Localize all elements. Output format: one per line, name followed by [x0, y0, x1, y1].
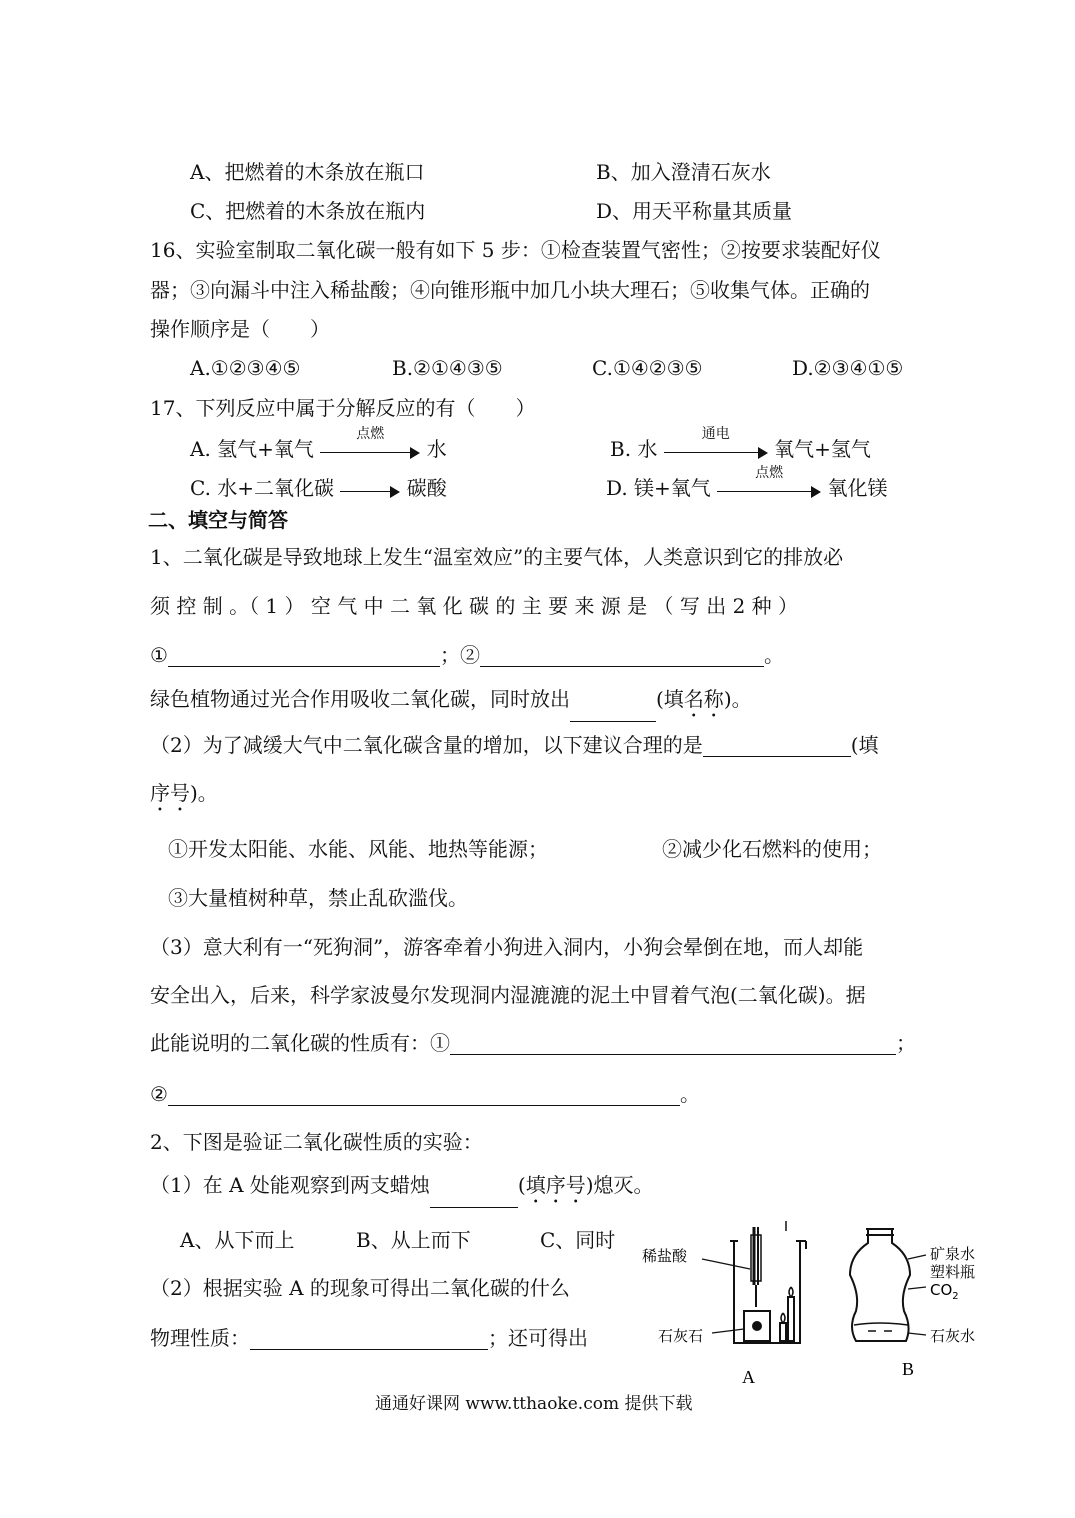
label-bottle2: 塑料瓶: [930, 1263, 976, 1281]
answer-blank[interactable]: [450, 1034, 896, 1055]
p2-sub1-paren: (: [517, 1173, 526, 1197]
reaction-arrow: [320, 425, 420, 461]
q16-stem-line2: 器；③向漏斗中注入稀盐酸；④向锥形瓶中加几小块大理石；⑤收集气体。正确的: [150, 278, 870, 302]
answer-blank[interactable]: [703, 736, 851, 757]
p1-sub2-paren: (填: [850, 733, 879, 757]
q17-d-product: 氧化镁: [827, 476, 888, 500]
separator: ；: [439, 643, 460, 667]
p1-blanks-row: [150, 643, 784, 667]
q17-c-product: 碳酸: [406, 476, 447, 500]
section-heading: 二、填空与简答: [148, 508, 288, 532]
p1-sub2: [150, 733, 879, 757]
candle: [788, 1297, 794, 1341]
p2-sub1-emph: 填序号: [525, 1173, 586, 1197]
p1-sub3-text: 此能说明的二氧化碳的性质有：①: [150, 1031, 450, 1055]
p1-sub2-text: （2）为了减缓大气中二氧化碳含量的增加，以下建议合理的是: [150, 733, 703, 757]
q16-option-a: A.①②③④⑤: [190, 356, 301, 380]
p2-sub1-end: )熄灭。: [585, 1173, 654, 1197]
period: 。: [679, 1082, 700, 1106]
p2-sub1: [150, 1173, 654, 1208]
p1-line4-emph: 名称: [683, 687, 724, 711]
q16-option-d: D.②③④①⑤: [792, 356, 904, 380]
reaction-condition: 点燃: [356, 425, 385, 442]
circled-two: ②: [459, 643, 480, 667]
q17-c-reactants: C. 水+二氧化碳: [190, 476, 335, 500]
p2-sub2-label: 物理性质：: [150, 1326, 250, 1350]
q15-option-d: D、用天平称量其质量: [596, 199, 793, 223]
q17-a-reactants: A. 氢气+氧气: [190, 437, 314, 461]
p1-line2: 须 控 制 。（ 1 ） 空 气 中 二 氧 化 碳 的 主 要 来 源 是 （ 写 出 2 种 ）: [150, 594, 799, 618]
separator: ；: [896, 1031, 916, 1055]
p2-opt-c: C、同时: [540, 1228, 616, 1252]
q17-option-a: [190, 425, 447, 461]
q17-option-c: [190, 476, 447, 500]
experiment-figure: [630, 1215, 1010, 1390]
q17-a-product: 水: [426, 437, 447, 461]
answer-blank[interactable]: [480, 646, 764, 667]
p1-sub2-end: )。: [190, 781, 218, 805]
p1-sub2-cont: [150, 781, 218, 816]
q16-option-b: B.②①④③⑤: [392, 356, 503, 380]
candle: [780, 1323, 786, 1341]
p1-sub3-line1: （3）意大利有一“死狗洞”，游客牵着小狗进入洞内，小狗会晕倒在地，而人却能: [150, 935, 864, 959]
reaction-arrow: [664, 425, 768, 461]
q17-option-b: [610, 425, 871, 461]
reaction-arrow: [717, 464, 821, 500]
p1-line4-paren: (填: [656, 687, 684, 711]
q17-option-d: [606, 464, 888, 500]
answer-blank[interactable]: [570, 701, 656, 722]
p1-line1: 1、二氧化碳是导致地球上发生“温室效应”的主要气体，人类意识到它的排放必: [150, 545, 844, 569]
p2-sub1-text: （1）在 A 处能观察到两支蜡烛: [150, 1173, 430, 1197]
p2-sub2-tail: ；还可得出: [488, 1326, 588, 1350]
p1-opt3: ③大量植树种草，禁止乱砍滥伐。: [168, 886, 468, 910]
caption-a: A: [742, 1367, 755, 1387]
q16-stem-line1: 16、实验室制取二氧化碳一般有如下 5 步：①检查装置气密性；②按要求装配好仪: [150, 238, 881, 262]
label-bottle1: 矿泉水: [930, 1245, 976, 1263]
p2-sub2-line1: （2）根据实验 A 的现象可得出二氧化碳的什么: [150, 1276, 570, 1300]
q15-option-c: C、把燃着的木条放在瓶内: [190, 199, 426, 223]
circled-one: ①: [150, 643, 168, 667]
q17-b-reactants: B. 水: [610, 437, 658, 461]
p1-sub2-emph: 序号: [150, 781, 190, 805]
p2-line1: 2、下图是验证二氧化碳性质的实验：: [150, 1130, 483, 1154]
p2-sub2-line2: [150, 1326, 588, 1350]
p2-opt-a: A、从下而上: [180, 1228, 295, 1252]
reaction-arrow: [340, 480, 400, 500]
p1-sub3-line3: [150, 1031, 916, 1055]
period: 。: [763, 643, 784, 667]
answer-blank[interactable]: [430, 1187, 518, 1208]
p1-opt2: ②减少化石燃料的使用；: [662, 837, 882, 861]
p1-sub3-line4: [150, 1082, 700, 1106]
circled-two: ②: [150, 1082, 168, 1106]
label-co2: $CO_2$: [930, 1281, 959, 1302]
p2-opt-b: B、从上而下: [356, 1228, 471, 1252]
footer-credit: 通通好课网 www.tthaoke.com 提供下载: [375, 1394, 693, 1414]
reaction-condition: 点燃: [755, 464, 784, 481]
p1-line4: [150, 687, 752, 722]
q17-b-product: 氧气+氢气: [774, 437, 871, 461]
label-limewater: 石灰水: [930, 1327, 976, 1345]
q16-option-c: C.①④②③⑤: [592, 356, 703, 380]
p1-sub3-line2: 安全出入，后来，科学家波曼尔发现洞内湿漉漉的泥土中冒着气泡(二氧化碳)。据: [150, 983, 866, 1007]
reaction-condition: 通电: [701, 425, 730, 442]
p1-line4-end: )。: [723, 687, 752, 711]
q17-stem: 17、下列反应中属于分解反应的有（ ）: [150, 396, 536, 420]
q15-option-b: B、加入澄清石灰水: [596, 160, 771, 184]
caption-b: B: [902, 1359, 915, 1379]
q15-option-a: A、把燃着的木条放在瓶口: [190, 160, 425, 184]
q16-stem-line3: 操作顺序是（ ）: [150, 317, 330, 341]
q17-d-reactants: D. 镁+氧气: [606, 476, 711, 500]
answer-blank[interactable]: [168, 1085, 680, 1106]
answer-blank[interactable]: [250, 1329, 488, 1350]
label-acid: 稀盐酸: [642, 1247, 688, 1265]
answer-blank[interactable]: [168, 646, 440, 667]
p1-line4-text: 绿色植物通过光合作用吸收二氧化碳，同时放出: [150, 687, 570, 711]
p1-opt1: ①开发太阳能、水能、风能、地热等能源；: [168, 837, 548, 861]
label-stone: 石灰石: [658, 1327, 704, 1345]
